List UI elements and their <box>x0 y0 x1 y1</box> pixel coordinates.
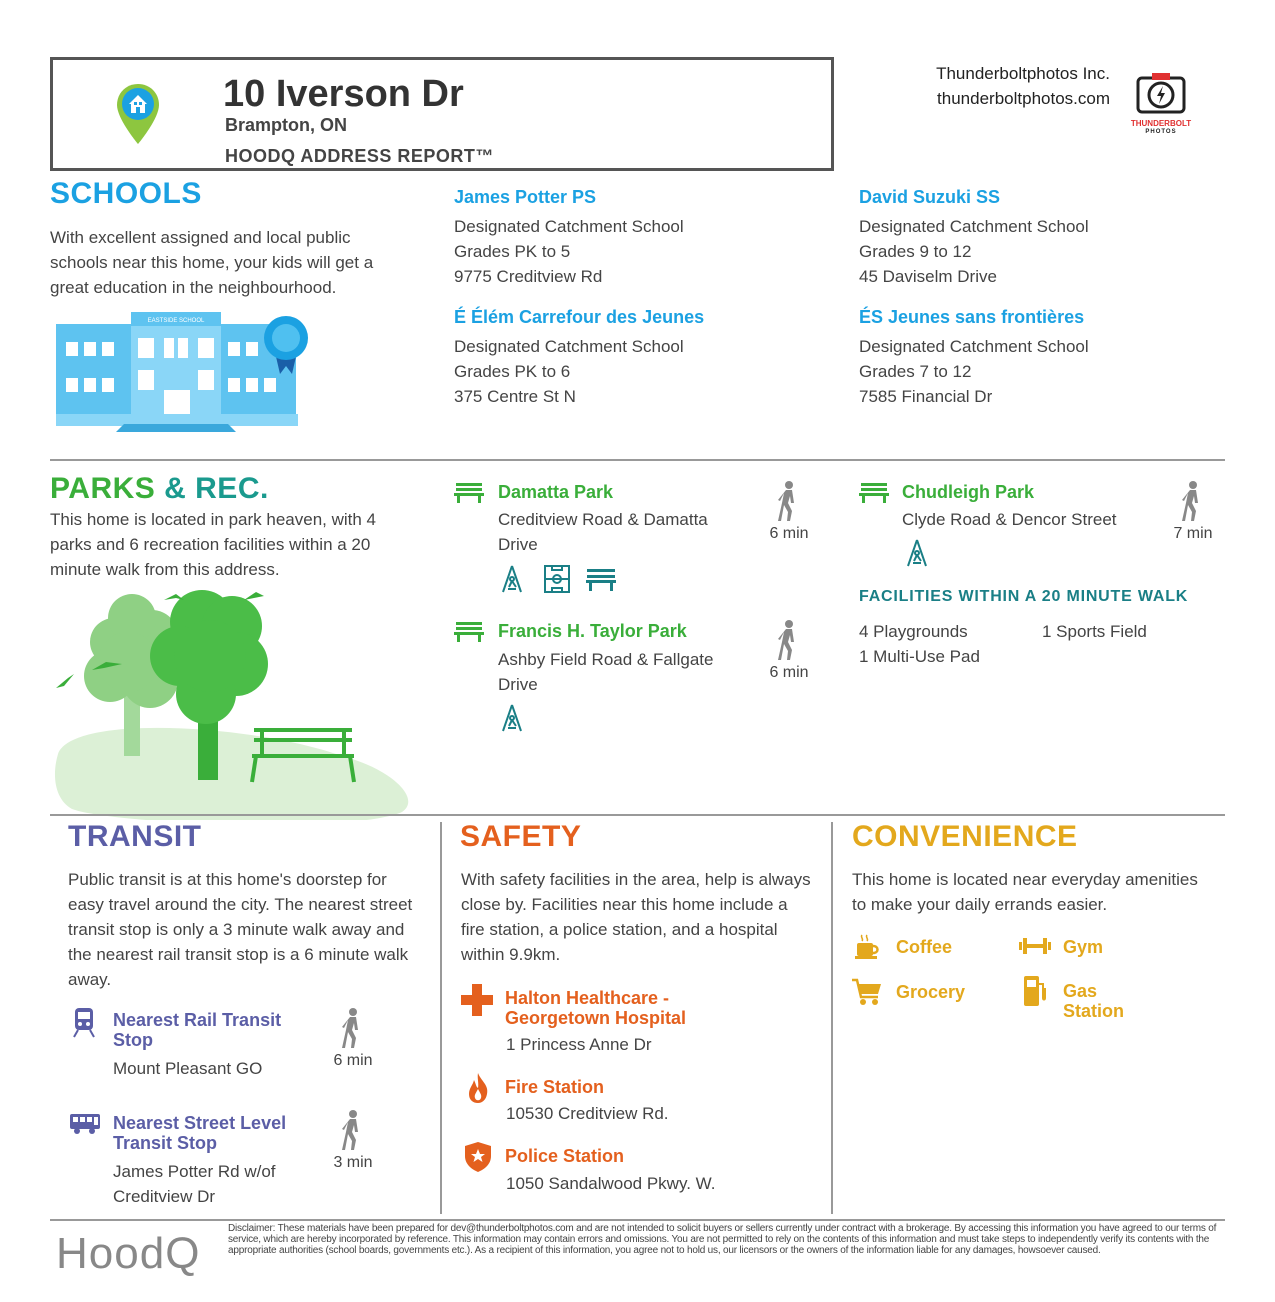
divider-safety-convenience <box>831 822 833 1214</box>
bench-icon <box>454 622 484 642</box>
school-grades: Grades PK to 5 <box>454 242 571 261</box>
parks-title <box>50 472 269 506</box>
safety-item-police[interactable] <box>461 1142 791 1197</box>
train-icon <box>72 1008 96 1038</box>
facility-count: 1 Sports Field <box>1042 622 1147 641</box>
transit-stop-name[interactable]: James Potter Rd w/of Creditview Dr <box>113 1162 276 1206</box>
parks-description: This home is located in park heaven, with 4 parks and 6 recreation facilities within a 20 minute walk from this address. <box>50 510 377 579</box>
schools-description: With excellent assigned and local public schools near this home, your kids will get a great education in the neighbourhood. <box>50 228 374 297</box>
park-location: Clyde Road & Dencor Street <box>902 510 1117 529</box>
parks-title-b: & REC. <box>164 472 269 505</box>
svg-text:EASTSIDE SCHOOL: EASTSIDE SCHOOL <box>147 318 205 324</box>
school-card-4[interactable] <box>859 306 1239 409</box>
walk-minutes: 6 min <box>769 664 809 681</box>
coffee-icon <box>855 933 881 959</box>
school-building-illustration <box>56 304 316 432</box>
address-header-box <box>50 57 834 171</box>
walk-minutes: 6 min <box>333 1052 373 1069</box>
schools-title: SCHOOLS <box>50 177 202 210</box>
hoodq-logo: HoodQ <box>56 1229 201 1278</box>
report-label: HOODQ ADDRESS REPORT™ <box>225 146 494 166</box>
school-name[interactable]: James Potter PS <box>454 187 597 207</box>
bus-icon <box>70 1114 100 1134</box>
school-type: Designated Catchment School <box>859 217 1089 236</box>
school-card-2[interactable] <box>859 186 1239 289</box>
park-illustration <box>52 584 414 820</box>
school-address: 7585 Financial Dr <box>859 387 993 406</box>
police-badge-icon <box>465 1142 491 1172</box>
amenity-gas-station[interactable] <box>1024 976 1184 1026</box>
amenity-label: Gym <box>1063 937 1104 957</box>
walk-minutes: 7 min <box>1173 525 1213 542</box>
gas-pump-icon <box>1024 976 1046 1006</box>
company-name: Thunderboltphotos Inc. <box>936 64 1110 83</box>
walking-person-icon <box>342 1008 364 1048</box>
facilities-summary <box>859 588 1229 678</box>
school-name[interactable]: É Élém Carrefour des Jeunes <box>454 307 705 327</box>
school-card-1[interactable] <box>454 186 834 289</box>
school-name[interactable]: ÉS Jeunes sans frontières <box>859 307 1085 327</box>
park-name[interactable]: Damatta Park <box>498 482 614 502</box>
school-grades: Grades 9 to 12 <box>859 242 972 261</box>
school-card-3[interactable] <box>454 306 834 409</box>
divider-parks-bottom <box>50 814 1225 816</box>
amenity-label: Coffee <box>896 937 953 957</box>
amenity-coffee[interactable] <box>855 933 1015 963</box>
amenity-label: Gas Station <box>1063 981 1124 1021</box>
safety-description: With safety facilities in the area, help is always close by. Facilities near this home include a fire station, a police station, and a hospital within 9.9km. <box>461 870 811 964</box>
park-facilities <box>500 565 700 595</box>
shopping-cart-icon <box>852 978 882 1006</box>
walk-time <box>764 481 814 543</box>
safety-item-address: 10530 Creditview Rd. <box>506 1104 669 1123</box>
sports-field-icon <box>544 565 570 593</box>
amenity-grocery[interactable] <box>852 978 1012 1008</box>
logo-word-2: PHOTOS <box>1145 129 1177 135</box>
park-card-1[interactable] <box>454 481 829 601</box>
flame-icon <box>467 1073 489 1103</box>
parks-title-a: PARKS <box>50 472 156 505</box>
transit-description: Public transit is at this home's doorstep for easy travel around the city. The nearest street transit stop is only a 3 minute walk away and the nearest rail transit stop is a 6 minute walk away. <box>68 870 413 989</box>
facility-count: 4 Playgrounds <box>859 622 968 641</box>
house-pin-icon <box>115 82 161 146</box>
amenity-gym[interactable] <box>1019 933 1179 963</box>
school-grades: Grades 7 to 12 <box>859 362 972 381</box>
multi-use-pad-icon <box>586 569 616 591</box>
school-address: 45 Daviselm Drive <box>859 267 997 286</box>
school-address: 375 Centre St N <box>454 387 576 406</box>
safety-item-address: 1050 Sandalwood Pkwy. W. <box>506 1174 716 1193</box>
walk-minutes: 6 min <box>769 525 809 542</box>
transit-title: TRANSIT <box>68 820 202 853</box>
playground-icon <box>500 704 524 732</box>
walk-time <box>328 1110 378 1172</box>
safety-item-fire[interactable] <box>461 1073 791 1128</box>
divider-footer <box>50 1219 1225 1221</box>
camera-logo-icon <box>1126 70 1196 116</box>
divider-schools-parks <box>50 459 1225 461</box>
amenity-label: Grocery <box>896 982 966 1002</box>
playground-icon <box>905 539 929 567</box>
transit-item-rail[interactable] <box>72 1008 382 1088</box>
walk-time <box>764 620 814 682</box>
convenience-description: This home is located near everyday amenities to make your daily errands easier. <box>852 870 1198 914</box>
transit-stop-name[interactable]: Mount Pleasant GO <box>113 1059 263 1078</box>
walk-minutes: 3 min <box>333 1154 373 1171</box>
safety-item-title: Halton Healthcare - Georgetown Hospital <box>505 988 687 1028</box>
disclaimer-text: Disclaimer: These materials have been prepared for dev@thunderboltphotos.com and are not intended to solicit buyers or sellers currently under contract with a brokerage. By accessing this information you have agreed to our terms of service, which are hereby incorporated by reference. This information may contain errors and omissions. You are not permitted to rely on the contents of this information and must take steps to independently verify its contents with the appropriate authorities (school boards, governments etc.). As a recipient of this information, you agree not to hold us, our licensors or the owners of the information liable for any damages, howsoever caused. <box>228 1223 1217 1256</box>
school-type: Designated Catchment School <box>454 217 684 236</box>
safety-item-title: Police Station <box>505 1146 625 1166</box>
safety-title: SAFETY <box>460 820 582 853</box>
park-card-2[interactable] <box>859 481 1219 581</box>
hospital-cross-icon <box>461 984 493 1016</box>
school-type: Designated Catchment School <box>859 337 1089 356</box>
safety-item-address: 1 Princess Anne Dr <box>506 1035 652 1054</box>
park-card-3[interactable] <box>454 620 829 740</box>
walking-person-icon <box>778 481 800 521</box>
walking-person-icon <box>1182 481 1204 521</box>
park-facilities <box>905 539 965 569</box>
dumbbell-icon <box>1019 937 1051 955</box>
transit-item-title: Nearest Street Level Transit Stop <box>113 1113 287 1153</box>
bench-icon <box>859 483 889 503</box>
convenience-title: CONVENIENCE <box>852 820 1078 853</box>
school-name[interactable]: David Suzuki SS <box>859 187 1001 207</box>
transit-item-title: Nearest Rail Transit Stop <box>113 1010 282 1050</box>
address-city: Brampton, ON <box>225 115 348 135</box>
school-grades: Grades PK to 6 <box>454 362 571 381</box>
facilities-title: FACILITIES WITHIN A 20 MINUTE WALK <box>859 588 1189 605</box>
walking-person-icon <box>342 1110 364 1150</box>
park-facilities <box>500 704 560 734</box>
school-type: Designated Catchment School <box>454 337 684 356</box>
playground-icon <box>500 565 524 593</box>
bench-icon <box>454 483 484 503</box>
safety-item-hospital[interactable] <box>461 984 791 1059</box>
address-title: 10 Iverson Dr <box>223 73 464 115</box>
walk-time <box>1168 481 1218 543</box>
logo-word-1: THUNDERBOLT <box>1130 119 1192 128</box>
park-name[interactable]: Chudleigh Park <box>902 482 1035 502</box>
facility-count: 1 Multi-Use Pad <box>859 647 980 666</box>
transit-item-street[interactable] <box>70 1110 382 1210</box>
park-location: Ashby Field Road & Fallgate Drive <box>498 650 714 694</box>
safety-item-title: Fire Station <box>505 1077 605 1097</box>
park-name[interactable]: Francis H. Taylor Park <box>498 621 687 641</box>
walk-time <box>328 1008 378 1070</box>
company-logo <box>1126 70 1196 136</box>
divider-transit-safety <box>440 822 442 1214</box>
company-url[interactable]: thunderboltphotos.com <box>937 89 1110 108</box>
walking-person-icon <box>778 620 800 660</box>
school-address: 9775 Creditview Rd <box>454 267 603 286</box>
park-location: Creditview Road & Damatta Drive <box>498 510 708 554</box>
